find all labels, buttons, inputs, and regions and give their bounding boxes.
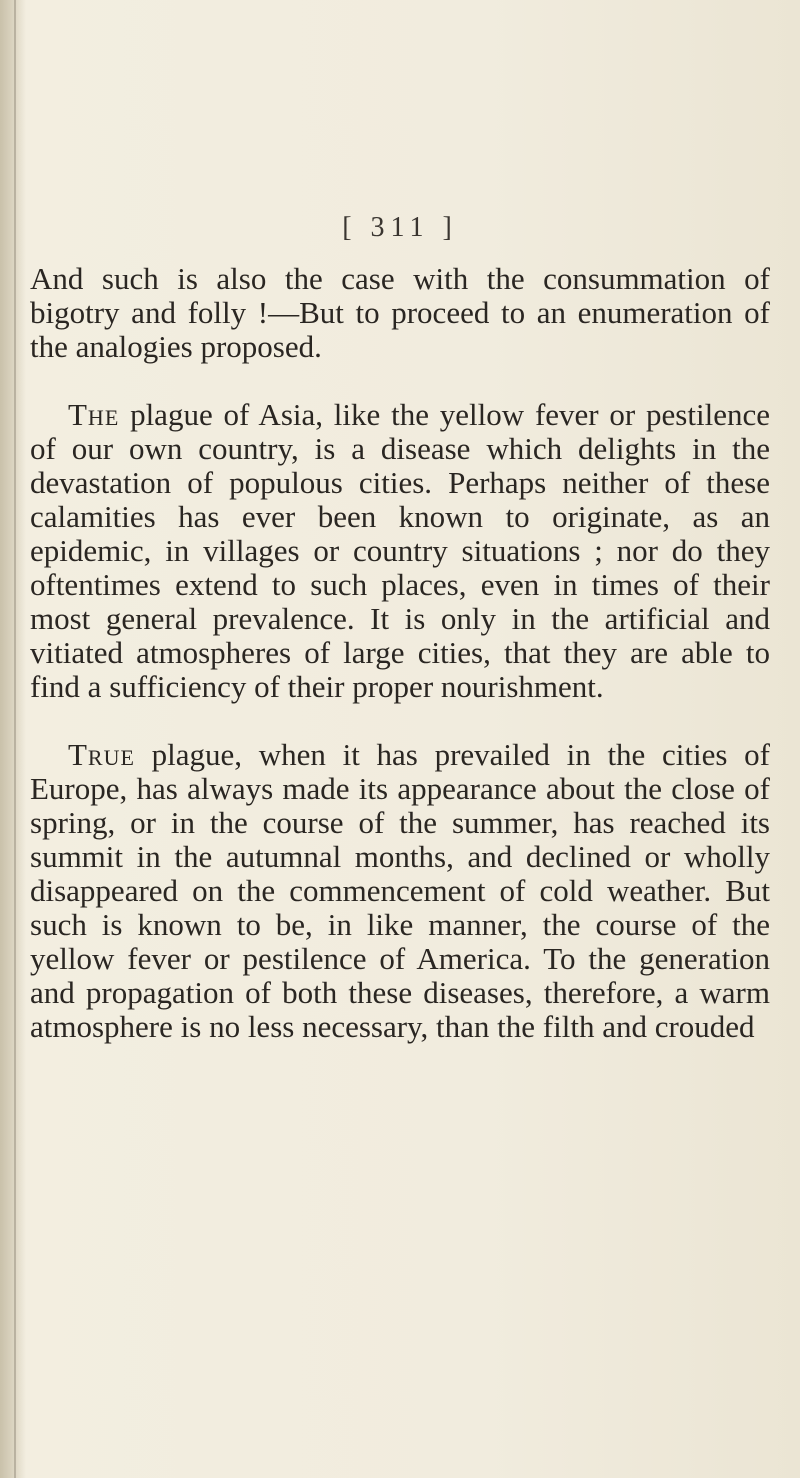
paragraph-2-lead: The [68, 397, 120, 432]
paragraph-2 [30, 398, 770, 704]
paragraph-2-text: plague of Asia, like the yellow fever or pestilence of our own country, is a disease which delights in the devastation of populous cities. Perhaps neither of these calamities has ever been known to originate, as an epidemic, in villages or country situations ; nor do they oftentimes extend to such places, even in times of their most general prevalence. It is only in the artificial and vitiated atmospheres of large cities, that they are able to find a sufficiency of their proper nourishment. [30, 397, 770, 704]
paragraph-1 [30, 262, 770, 364]
paragraph-3 [30, 738, 770, 1044]
body-text [30, 262, 770, 1044]
paragraph-3-lead: True [68, 737, 135, 772]
paragraph-1-text: And such is also the case with the consummation of bigotry and folly !—But to proceed to an enumeration of the analogies proposed. [30, 261, 770, 364]
paragraph-3-text: plague, when it has prevailed in the cities of Europe, has always made its appearance about the close of spring, or in the course of the summer, has reached its summit in the autumnal months, and declined or wholly disappeared on the commencement of cold weather. But such is known to be, in like manner, the course of the yellow fever or pestilence of America. To the generation and propagation of both these diseases, therefore, a warm atmosphere is no less necessary, than the filth and crouded [30, 737, 770, 1044]
page-number-header: [ 311 ] [342, 212, 458, 243]
